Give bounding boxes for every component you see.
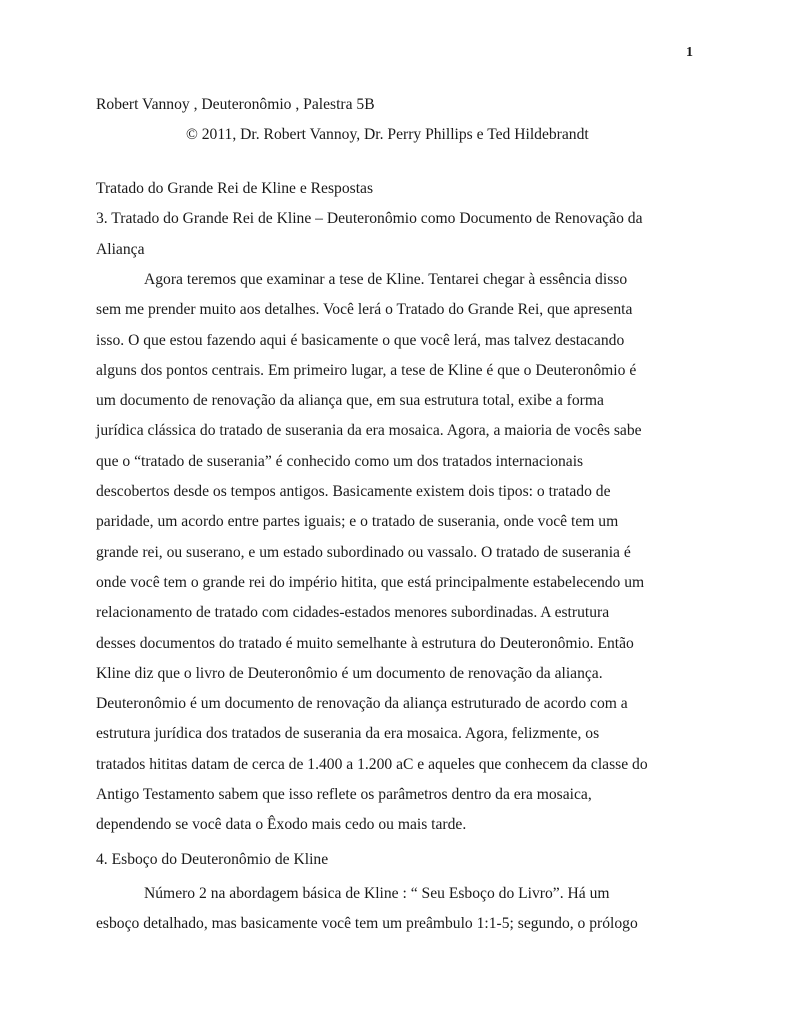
- paragraph-line: relacionamento de tratado com cidades-estados menores subordinadas. A estrutura: [96, 604, 610, 622]
- paragraph-line: estrutura jurídica dos tratados de suserania da era mosaica. Agora, felizmente, os: [96, 725, 600, 743]
- section-3-paragraph: [96, 265, 696, 841]
- paragraph-line: um documento de renovação da aliança que, em sua estrutura total, exibe a forma: [96, 392, 604, 410]
- paragraph-line: jurídica clássica do tratado de suserania da era mosaica. Agora, a maioria de vocês sabe: [96, 422, 642, 440]
- paragraph-line: que o “tratado de suserania” é conhecido como um dos tratados internacionais: [96, 452, 584, 470]
- page-number: 1: [686, 45, 693, 60]
- paragraph-line: onde você tem o grande rei do império hitita, que está principalmente estabelecendo um: [96, 573, 645, 591]
- paragraph-line: sem me prender muito aos detalhes. Você lerá o Tratado do Grande Rei, que apresenta: [96, 301, 633, 319]
- copyright-line: © 2011, Dr. Robert Vannoy, Dr. Perry Phillips e Ted Hildebrandt: [186, 126, 589, 143]
- author-lecture-line: Robert Vannoy , Deuteronômio , Palestra 5B: [96, 96, 375, 113]
- paragraph-line: descobertos desde os tempos antigos. Basicamente existem dois tipos: o tratado de: [96, 483, 611, 501]
- paragraph-line: paridade, um acordo entre partes iguais; e o tratado de suserania, onde você tem um: [96, 513, 619, 531]
- paragraph-line: grande rei, ou suserano, e um estado subordinado ou vassalo. O tratado de suserania é: [96, 543, 631, 561]
- section-4-heading: 4. Esboço do Deuteronômio de Kline: [96, 851, 329, 868]
- paragraph-line: Número 2 na abordagem básica de Kline : “ Seu Esboço do Livro”. Há um: [144, 885, 610, 902]
- section-3-heading-line-1: 3. Tratado do Grande Rei de Kline – Deuteronômio como Documento de Renovação da: [96, 210, 643, 227]
- paragraph-line: Agora teremos que examinar a tese de Kline. Tentarei chegar à essência disso: [144, 271, 628, 288]
- paragraph-line: Deuteronômio é um documento de renovação da aliança estruturado de acordo com a: [96, 695, 628, 713]
- paragraph-line: isso. O que estou fazendo aqui é basicamente o que você lerá, mas talvez destacando: [96, 331, 625, 349]
- section-3-heading-line-2: Aliança: [96, 241, 145, 258]
- paragraph-line: Antigo Testamento sabem que isso reflete os parâmetros dentro da era mosaica,: [96, 786, 592, 804]
- paragraph-line: Kline diz que o livro de Deuteronômio é um documento de renovação da aliança.: [96, 664, 603, 682]
- paragraph-line: esboço detalhado, mas basicamente você tem um preâmbulo 1:1-5; segundo, o prólogo: [96, 915, 638, 933]
- section-4-paragraph: [96, 879, 696, 940]
- document-title: Tratado do Grande Rei de Kline e Respostas: [96, 180, 374, 197]
- paragraph-line: alguns dos pontos centrais. Em primeiro lugar, a tese de Kline é que o Deuteronômio é: [96, 361, 637, 379]
- paragraph-line: dependendo se você data o Êxodo mais cedo ou mais tarde.: [96, 816, 467, 834]
- paragraph-line: desses documentos do tratado é muito semelhante à estrutura do Deuteronômio. Então: [96, 634, 634, 652]
- paragraph-line: tratados hititas datam de cerca de 1.400 a 1.200 aC e aqueles que conhecem da classe do: [96, 755, 648, 773]
